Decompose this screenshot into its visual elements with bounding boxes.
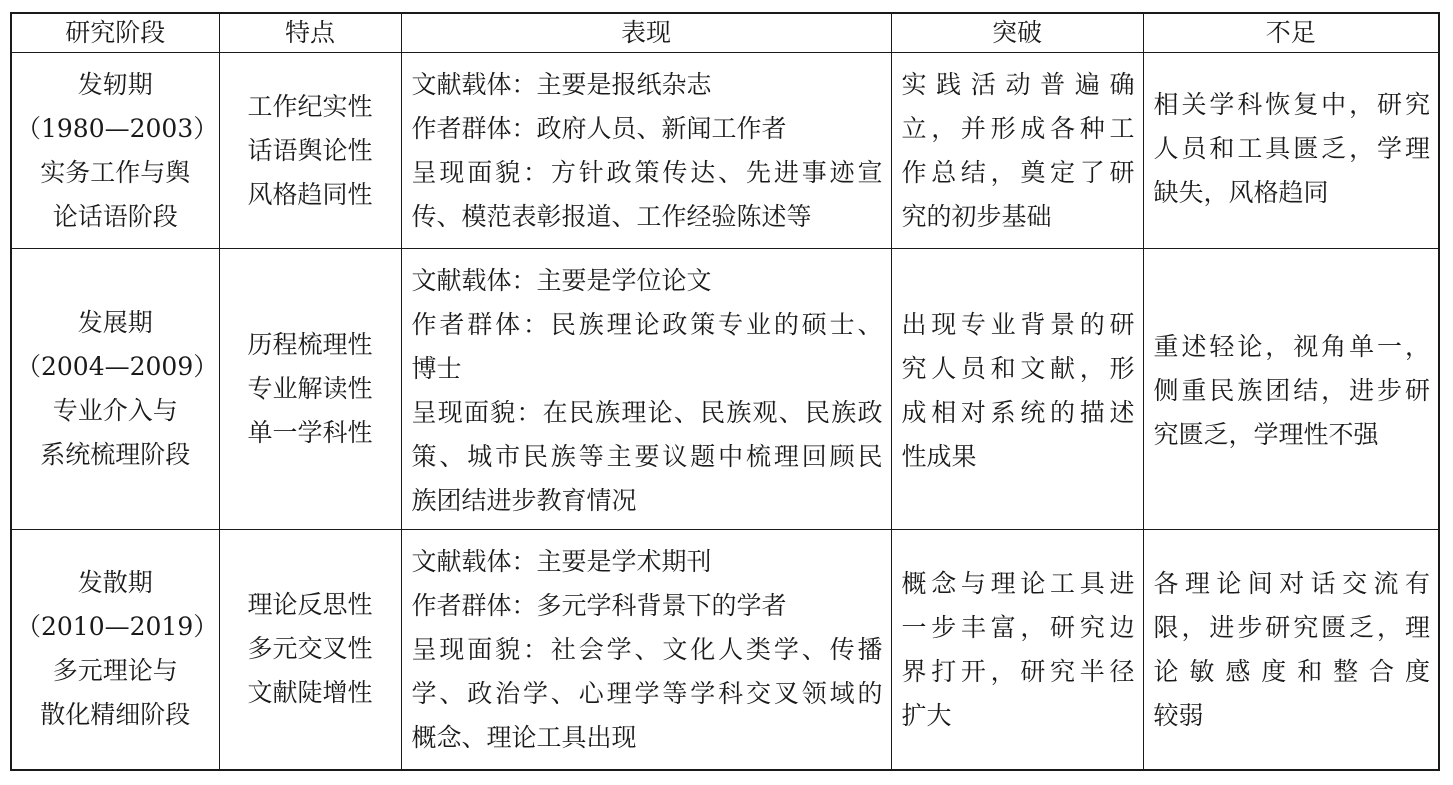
performance-line: 文献载体：主要是学位论文: [411, 266, 712, 295]
header-shortcoming: 不足: [1143, 13, 1439, 53]
shortcoming-line: 究匮乏，学理性不强: [1153, 420, 1379, 449]
header-breakthrough: 突破: [891, 13, 1143, 53]
feature-item: 话语舆论性: [247, 135, 373, 165]
performance-line: 传、模范表彰报道、工作经验陈述等: [411, 202, 812, 231]
stage-cell: [11, 249, 219, 530]
breakthrough-line: 作总结，奠定了研: [901, 158, 1135, 187]
breakthrough-line: 立，并形成各种工: [901, 114, 1135, 143]
breakthrough-line: 究的初步基础: [901, 202, 1052, 231]
breakthrough-line: 成相对系统的描述: [901, 398, 1135, 427]
performance-line: 作者群体：民族理论政策专业的硕士、: [411, 310, 883, 339]
stage-years: （2004—2009）: [16, 352, 219, 381]
stage-name: 发散期: [77, 568, 153, 598]
performance-line: 文献载体：主要是学术期刊: [411, 547, 712, 576]
stage-desc-line: 多元理论与: [52, 656, 178, 686]
performance-cell: [401, 53, 891, 249]
research-stages-table: [10, 12, 1440, 771]
feature-item: 文献陡增性: [247, 678, 373, 708]
stage-desc-line: 论话语阶段: [52, 201, 178, 231]
breakthrough-line: 实践活动普遍确: [901, 70, 1135, 99]
shortcoming-cell: [1143, 53, 1439, 249]
stage-name: 发轫期: [77, 69, 153, 99]
breakthrough-cell: [891, 530, 1143, 770]
table-row: [11, 530, 1439, 770]
performance-line: 策、城市民族等主要议题中梳理回顾民: [411, 442, 883, 471]
performance-line: 作者群体：政府人员、新闻工作者: [411, 114, 787, 143]
feature-item: 理论反思性: [247, 590, 373, 620]
shortcoming-line: 侧重民族团结，进步研: [1153, 376, 1430, 405]
breakthrough-cell: [891, 249, 1143, 530]
stage-name: 发展期: [77, 308, 153, 337]
shortcoming-cell: [1143, 530, 1439, 770]
shortcoming-line: 各理论间对话交流有: [1153, 569, 1430, 598]
shortcoming-cell: [1143, 249, 1439, 530]
stage-years: （1980—2003）: [16, 113, 219, 143]
header-row: [11, 13, 1439, 53]
stage-desc-line: 专业介入与: [52, 396, 178, 425]
feature-item: 历程梳理性: [247, 330, 373, 359]
breakthrough-line: 性成果: [901, 442, 977, 471]
feature-item: 单一学科性: [247, 418, 373, 447]
breakthrough-line: 扩大: [901, 701, 952, 730]
shortcoming-line: 较弱: [1153, 701, 1204, 730]
shortcoming-line: 人员和工具匮乏，学理: [1153, 134, 1430, 163]
shortcoming-line: 论敏感度和整合度: [1153, 657, 1430, 686]
shortcoming-line: 缺失，风格趋同: [1153, 178, 1329, 207]
feature-item: 工作纪实性: [247, 91, 373, 121]
table-row: [11, 53, 1439, 249]
stage-cell: [11, 530, 219, 770]
performance-cell: [401, 530, 891, 770]
header-performance: 表现: [401, 13, 891, 53]
shortcoming-line: 重述轻论，视角单一，: [1153, 332, 1430, 361]
performance-line: 博士: [411, 354, 462, 383]
features-cell: [219, 53, 401, 249]
feature-item: 风格趋同性: [247, 179, 373, 209]
breakthrough-line: 出现专业背景的研: [901, 310, 1135, 339]
features-cell: [219, 530, 401, 770]
performance-line: 作者群体：多元学科背景下的学者: [411, 591, 787, 620]
stage-years: （2010—2019）: [16, 612, 219, 642]
header-stage: 研究阶段: [11, 13, 219, 53]
feature-item: 多元交叉性: [247, 634, 373, 664]
performance-cell: [401, 249, 891, 530]
performance-line: 概念、理论工具出现: [411, 723, 637, 752]
header-features: 特点: [219, 13, 401, 53]
shortcoming-line: 限，进步研究匮乏，理: [1153, 613, 1430, 642]
features-cell: [219, 249, 401, 530]
breakthrough-line: 一步丰富，研究边: [901, 613, 1135, 642]
stage-desc-line: 实务工作与舆: [40, 157, 191, 187]
performance-line: 呈现面貌：社会学、文化人类学、传播: [411, 635, 883, 664]
performance-line: 族团结进步教育情况: [411, 486, 637, 515]
table-row: [11, 249, 1439, 530]
performance-line: 文献载体：主要是报纸杂志: [411, 70, 712, 99]
stage-desc-line: 散化精细阶段: [40, 700, 191, 730]
performance-line: 呈现面貌：在民族理论、民族观、民族政: [411, 398, 883, 427]
breakthrough-cell: [891, 53, 1143, 249]
performance-line: 学、政治学、心理学等学科交叉领域的: [411, 679, 883, 708]
breakthrough-line: 究人员和文献，形: [901, 354, 1135, 383]
breakthrough-line: 界打开，研究半径: [901, 657, 1135, 686]
stage-desc-line: 系统梳理阶段: [40, 440, 191, 469]
performance-line: 呈现面貌：方针政策传达、先进事迹宣: [411, 158, 883, 187]
shortcoming-line: 相关学科恢复中，研究: [1153, 90, 1430, 119]
breakthrough-line: 概念与理论工具进: [901, 569, 1135, 598]
feature-item: 专业解读性: [247, 374, 373, 403]
stage-cell: [11, 53, 219, 249]
